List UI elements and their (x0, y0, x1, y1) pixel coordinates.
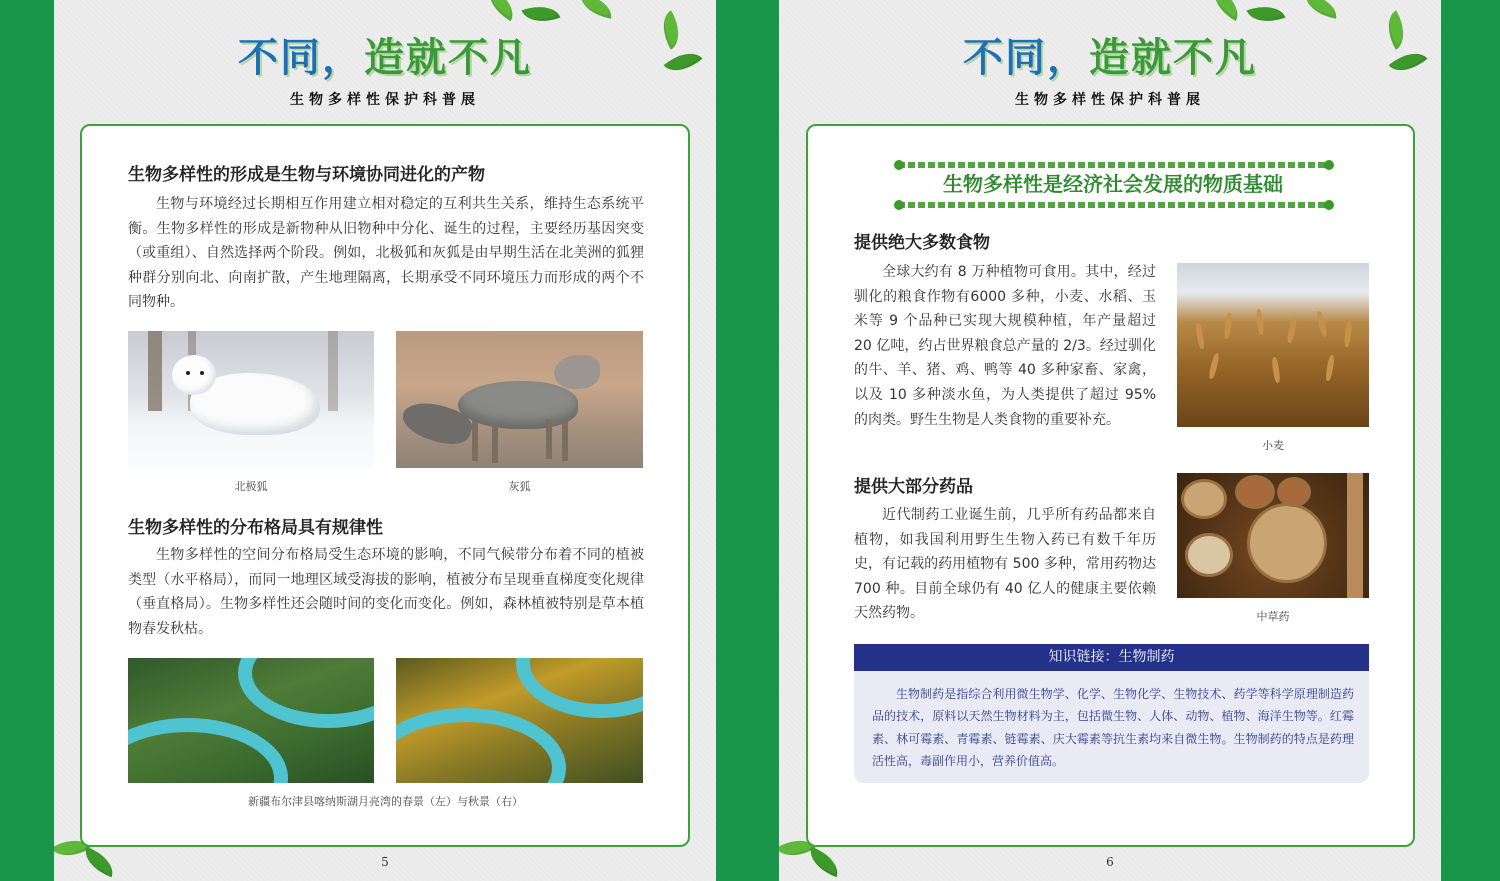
leaf-decoration-icon (1303, 0, 1340, 19)
vine-leaf-icon (1324, 200, 1334, 210)
arctic-fox-photo (128, 331, 374, 468)
section-body: 生物与环境经过长期相互作用建立相对稳定的互利共生关系，维持生态系统平衡。生物多样性的形成是新物种从旧物种中分化、诞生的过程，主要经历基因突变（或重组）、自然选择两个阶段。例如，北极狐和灰狐是由早期生活在北美洲的狐狸种群分别向北、向南扩散，产生地理隔离，长期承受不同环境压力而形成的两个不同物种。 (128, 196, 644, 311)
photo-caption: 新疆布尔津县喀纳斯湖月亮湾的春景（左）与秋景（右） (248, 795, 523, 808)
vine-decoration (898, 202, 1328, 208)
leaf-decoration-icon (1206, 0, 1245, 21)
page-number: 5 (381, 855, 389, 869)
leaf-decoration-icon (522, 0, 561, 29)
section-body: 生物多样性的空间分布格局受生态环境的影响，不同气候带分布着不同的植被类型（水平格局），而同一地理区域受海拔的影响，植被分布呈现垂直梯度变化规律（垂直格局）。生物多样性还会随时间的变化而变化。例如，森林植被特别是草本植物春发秋枯。 (128, 547, 644, 637)
photo-caption: 小麦 (1262, 439, 1284, 452)
right-margin-strip (1441, 0, 1500, 881)
section-heading: 生物多样性的分布格局具有规律性 (128, 518, 383, 538)
center-gutter (716, 0, 779, 881)
section-heading: 生物多样性的形成是生物与环境协同进化的产物 (128, 165, 485, 185)
banner-title: 生物多样性是经济社会发展的物质基础 (943, 172, 1283, 196)
main-title: 不同，造就不凡 (963, 35, 1257, 81)
exhibition-subtitle: 生物多样性保护科普展 (1015, 92, 1205, 108)
wheat-photo (1177, 263, 1369, 427)
spring-river-photo (128, 658, 374, 783)
section-body: 近代制药工业诞生前，几乎所有药品都来自植物，如我国利用野生生物入药已有数千年历史，有记载的药用植物有 500 多种，常用药物达 700 种。目前全球仍有 40 亿人的健康主要依赖天然药物。 (854, 507, 1156, 622)
content-card (806, 124, 1415, 847)
knowledge-link-body: 生物制药是指综合利用微生物学、化学、生物化学、生物技术、药学等科学原理制造药品的技术，原料以天然生物材料为主，包括微生物、人体、动物、植物、海洋生物等。红霉素、林可霉素、青霉素、链霉素、庆大霉素等抗生素均来自微生物。生物制药的特点是药理活性高，毒副作用小，营养价值高。 (872, 687, 1354, 769)
page-left (54, 0, 716, 881)
leaf-decoration-icon (481, 0, 520, 21)
vine-leaf-icon (894, 200, 904, 210)
page-right (779, 0, 1441, 881)
section-heading: 提供绝大多数食物 (854, 233, 990, 253)
main-title: 不同，造就不凡 (238, 35, 532, 81)
knowledge-link-box (854, 671, 1369, 783)
page-number: 6 (1106, 855, 1114, 869)
photo-caption: 中草药 (1256, 610, 1290, 623)
autumn-river-photo (396, 658, 643, 783)
section-heading: 提供大部分药品 (854, 477, 973, 497)
knowledge-link-title: 知识链接：生物制药 (854, 644, 1369, 671)
section-body: 全球大约有 8 万种植物可食用。其中，经过驯化的粮食作物有6000 多种，小麦、水稻、玉米等 9 个品种已实现大规模种植，年产量超过 20 亿吨，约占世界粮食总产量的 2/3。经过驯化的牛、羊、猪、鸡、鸭等 40 多种家畜、家禽，以及 10 多种淡水鱼，为人类提供了超过 95% 的肉类。野生生物是人类食物的重要补充。 (854, 264, 1156, 428)
content-card (80, 124, 690, 847)
exhibition-subtitle: 生物多样性保护科普展 (290, 92, 480, 108)
chinese-herbs-photo (1177, 473, 1369, 598)
photo-caption: 北极狐 (234, 480, 268, 493)
leaf-decoration-icon (578, 0, 615, 19)
leaf-decoration-icon (1247, 0, 1286, 29)
photo-caption: 灰狐 (508, 480, 531, 493)
left-margin-strip (0, 0, 54, 881)
gray-fox-photo (396, 331, 643, 468)
